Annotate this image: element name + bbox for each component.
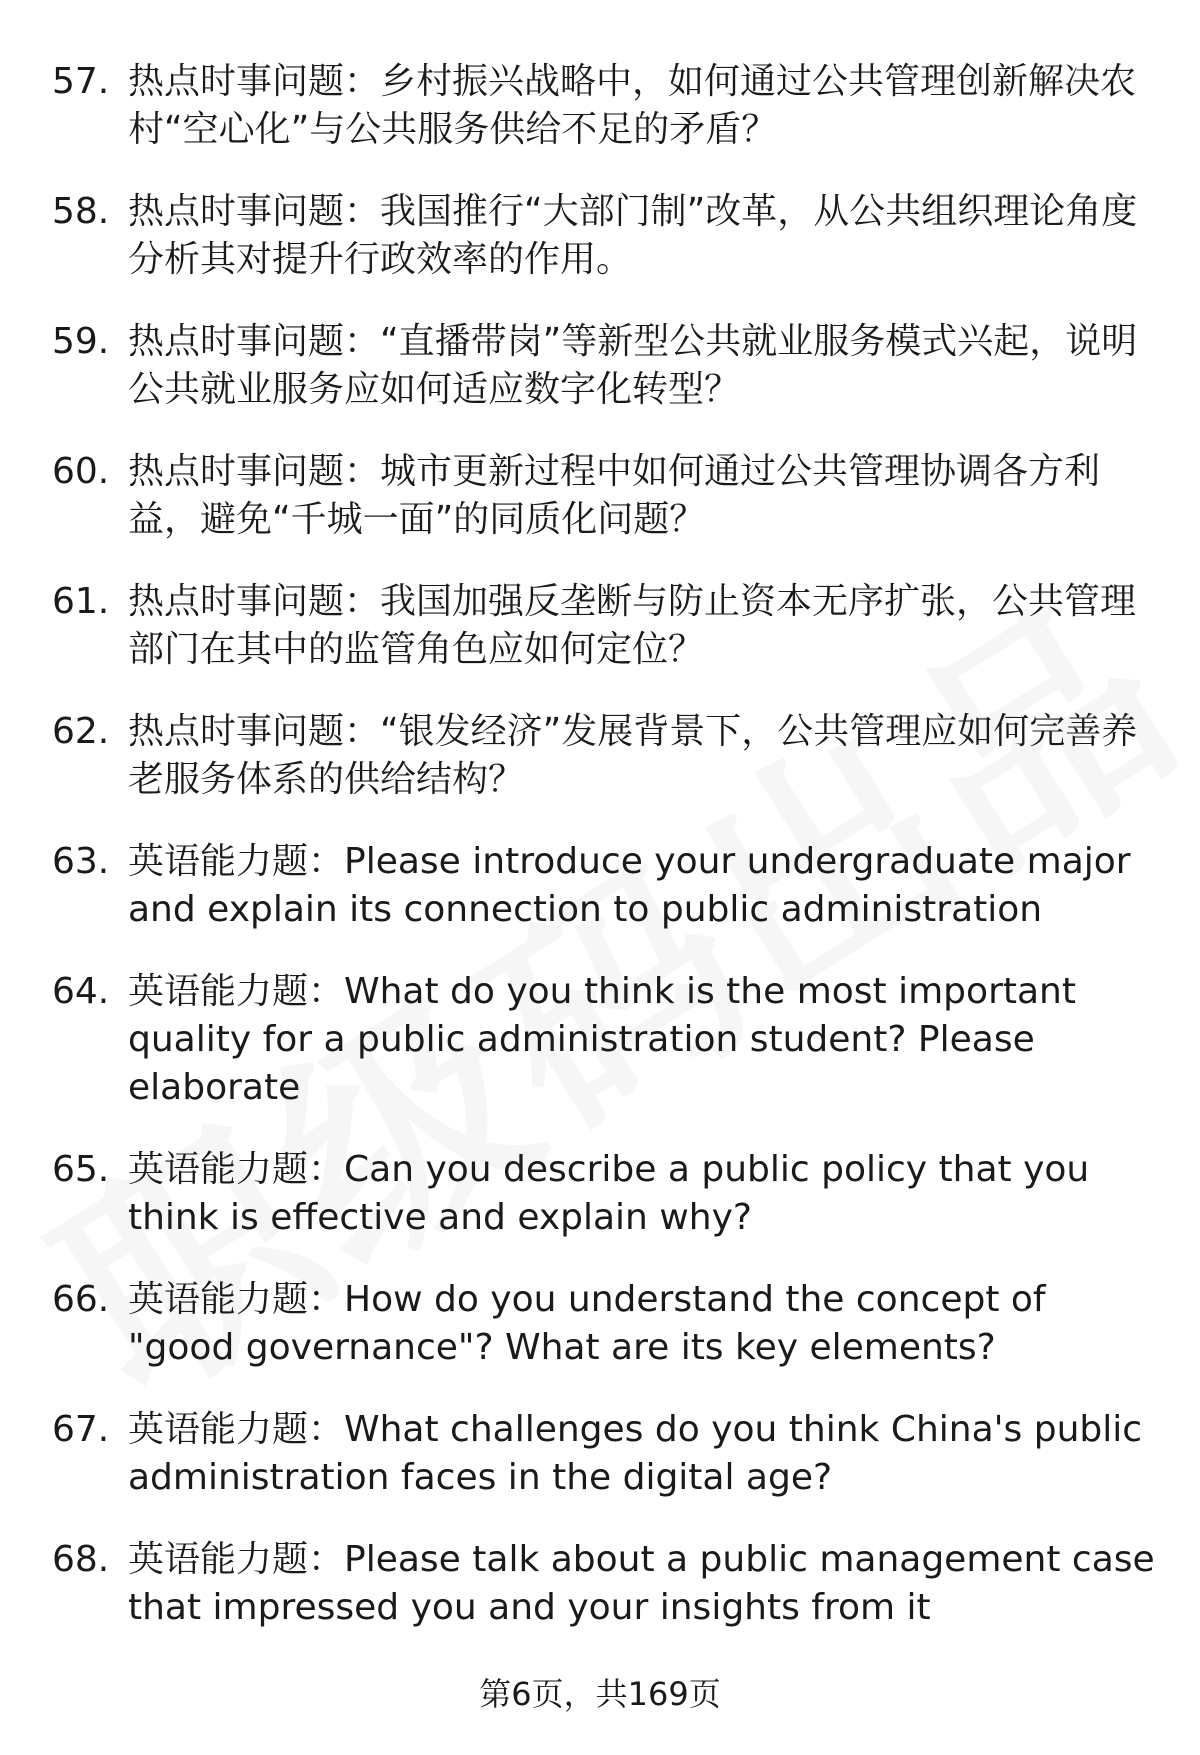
question-text: 英语能力题：How do you understand the concept of "good governance"? What are its key elements? (128, 1279, 1046, 1368)
question-item (0, 1536, 1200, 1632)
page-footer (0, 1672, 1200, 1716)
question-number: 67. (52, 1409, 110, 1450)
question-number: 66. (52, 1279, 110, 1320)
question-item (0, 188, 1200, 284)
question-text: 英语能力题：Please introduce your undergraduate major and explain its connection to public administration (128, 841, 1131, 930)
question-text: 英语能力题：Can you describe a public policy that you think is effective and explain why? (128, 1149, 1090, 1238)
question-number: 58. (52, 191, 110, 232)
question-number: 62. (52, 711, 110, 752)
question-number: 63. (52, 841, 110, 882)
question-text: 热点时事问题：“银发经济”发展背景下，公共管理应如何完善养老服务体系的供给结构？ (128, 711, 1138, 800)
question-item (0, 448, 1200, 544)
question-text: 热点时事问题：“直播带岗”等新型公共就业服务模式兴起，说明公共就业服务应如何适应数字化转型？ (128, 321, 1138, 410)
question-number: 65. (52, 1149, 110, 1190)
question-text: 热点时事问题：我国加强反垄断与防止资本无序扩张，公共管理部门在其中的监管角色应如何定位？ (128, 581, 1137, 670)
question-text: 英语能力题：What do you think is the most important quality for a public administration student? Please elaborate (128, 971, 1076, 1108)
question-item (0, 58, 1200, 154)
question-item (0, 1276, 1200, 1372)
question-item (0, 968, 1200, 1112)
page-number-label: 第6页，共169页 (479, 1675, 721, 1713)
question-item (0, 838, 1200, 934)
question-number: 57. (52, 61, 110, 102)
question-item (0, 318, 1200, 414)
question-text: 英语能力题：What challenges do you think China's public administration faces in the digital age? (128, 1409, 1143, 1498)
question-item (0, 1406, 1200, 1502)
question-text: 英语能力题：Please talk about a public management case that impressed you and your insights from it (128, 1539, 1155, 1628)
question-number: 68. (52, 1539, 110, 1580)
question-text: 热点时事问题：我国推行“大部门制”改革，从公共组织理论角度分析其对提升行政效率的作用。 (128, 191, 1138, 280)
question-list (0, 58, 1200, 1666)
question-text: 热点时事问题：城市更新过程中如何通过公共管理协调各方利益，避免“千城一面”的同质化问题？ (128, 451, 1101, 540)
question-item (0, 1146, 1200, 1242)
question-number: 64. (52, 971, 110, 1012)
question-item (0, 578, 1200, 674)
question-item (0, 708, 1200, 804)
question-number: 61. (52, 581, 110, 622)
question-text: 热点时事问题：乡村振兴战略中，如何通过公共管理创新解决农村“空心化”与公共服务供给不足的矛盾？ (128, 61, 1137, 150)
question-number: 60. (52, 451, 110, 492)
question-number: 59. (52, 321, 110, 362)
